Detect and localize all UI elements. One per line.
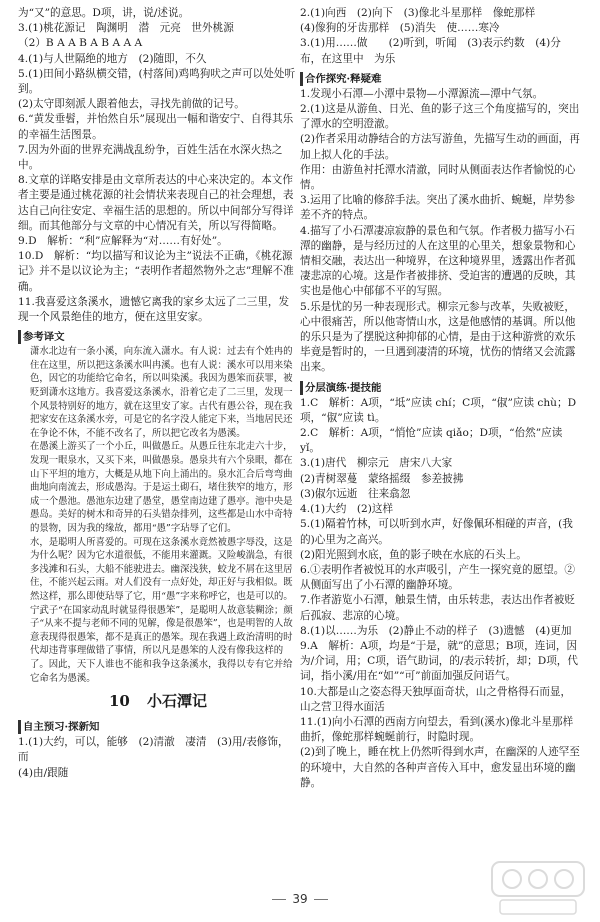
text-line: 3.(1)用……做 (2)听到，听闻 (3)表示约数 (4)分布，在这里中 为乐 bbox=[300, 37, 561, 65]
section-label-explore: 合作探究·释疑难 bbox=[300, 72, 383, 86]
text-line: 11.(1)向小石潭的西南方向望去，看到(溪水)像北斗星那样曲折，像蛇那样蜿蜒前行，时隐时现。 bbox=[300, 715, 574, 744]
text-line: 7.因为外面的世界充满战乱纷争，百姓生活在水深火热之中。 bbox=[18, 143, 283, 172]
preview-answers bbox=[18, 735, 298, 781]
text-line: 10.D 解析：“均以描写和议论为主”说法不正确，《桃花源记》并不是以议论为主；“表明作者超然物外之志”理解不准确。 bbox=[18, 250, 294, 293]
text-line: 8.文章的详略安排是由文章所表达的中心来决定的。本文作者主要是通过桃花源的社会情状来表现自己的社会理想，表达自己向往安定、幸福生活的思想的。所以中间部分写得详细。而其他部分与文章的中心情况有关，所以写得简略。 bbox=[18, 174, 294, 232]
text-line: 9.A 解析：A项，均是“于是，就”的意思；B项，连词，因为/介词，用；C项，语气助词，的/表示转折，却；D项，代词，指小溪/用在“如”“可”前面加强反问语气。 bbox=[300, 639, 578, 683]
section-label-reference: 参考译文 bbox=[18, 330, 67, 344]
lesson-title bbox=[18, 689, 298, 713]
text-line: (2)阳光照到水底，鱼的影子映在水底的石头上。 bbox=[300, 548, 527, 561]
text-line: 8.(1)以……为乐 (2)静止不动的样子 (3)遗憾 (4)更加 bbox=[300, 624, 572, 637]
text-line: 为“又”的意思。D项，讲，说/述说。 bbox=[18, 7, 190, 19]
text-line: 7.作者游览小石潭，触景生情，由乐转悲，表达出作者被贬后孤寂、悲凉的心境。 bbox=[300, 594, 575, 622]
section-label-practice: 分层演练·提技能 bbox=[300, 381, 383, 395]
text-line: 作用：由游鱼衬托潭水清澈，同时从侧面表达作者愉悦的心情。 bbox=[300, 163, 576, 192]
text-line: 宁武子“在国家动乱时就显得很愚笨”，是聪明人故意装糊涂；颜子“从来不提与老师不同的见解，像是很愚笨”，也是明智的人故意表现得很愚笨，都不是真正的愚笨。现在我遇上政治清明的时代却违背事理做错了事情，所以凡是愚笨的人没有像我这样的了。因此，天下人谁也不能和我争这条溪水，我得以专有它并给它命名为愚溪。 bbox=[30, 604, 293, 684]
text-line: 潇水北边有一条小溪，向东流入潇水。有人说：过去有个姓冉的住在这里，所以把这条溪水叫冉溪。也有人说：溪水可以用来染色，因它的功能给它命名，所以叫染溪。我因为愚笨而获罪，被贬到潇水这地方。我喜爱这条溪水，沿着它走了二三里，发现一个风景特别好的地方，就在这里安了家。古代有愚公谷，现在我把家安在这条溪水旁，可是它的名字没人能定下来，当地居民还在争论不休，不能不改名了，所以把它改名为愚溪。 bbox=[30, 346, 293, 439]
text-line: (3)俶尔远逝 往来翕忽 bbox=[300, 487, 411, 500]
left-column bbox=[18, 6, 298, 781]
text-line: 4.(1)与人世隔绝的地方 (2)随即，不久 bbox=[18, 52, 207, 65]
section-label-preview: 自主预习·探新知 bbox=[18, 720, 101, 734]
text-line: 水，是聪明人所喜爱的。可现在这条溪水竟然被愚字辱没，这是为什么呢？因为它水道很低，不能用来灌溉。又险峻湍急，有很多浅滩和石头，大船不能驶进去。幽深浅狭，蛟龙不屑在这里居住，不能兴起云雨。对人们没有一点好处，却正好与我相似。既然这样，那么即使玷辱了它，用“愚”字来称呼它，也是可以的。 bbox=[30, 536, 293, 602]
text-line: 5.(1)隔着竹林，可以听到水声，好像佩环相碰的声音，(我的)心里为之高兴。 bbox=[300, 518, 573, 546]
watermark-logo bbox=[490, 858, 586, 918]
text-line: 5.乐是忧的另一种表现形式。柳宗元参与改革，失败被贬，心中很痛苦，所以他寄情山水，这是他感情的基调。所以他的乐只是为了摆脱这种抑郁的心情，是由于这种游赏的欢乐毕竟是暂时的，一旦遇到凄清的环境，忧伤的情绪又会流露出来。 bbox=[300, 300, 576, 374]
text-line: 3.运用了比喻的修辞手法。突出了溪水曲折、蜿蜒，岸势参差不齐的特点。 bbox=[300, 194, 575, 222]
text-line: 6.①表明作者被悦耳的水声吸引，产生一探究竟的愿望。②从侧面写出了小石潭的幽静环境。 bbox=[300, 563, 575, 592]
explore-answers bbox=[300, 87, 580, 376]
text-line: (2)太守即刻派人跟着他去，寻找先前做的记号。 bbox=[18, 98, 245, 111]
text-line: 9.D 解析：“利”应解释为“对……有好处”。 bbox=[18, 235, 228, 248]
text-line: 2.(1)这是从游鱼、日光、鱼的影子这三个角度描写的，突出了潭水的空明澄澈。 bbox=[300, 103, 580, 131]
text-line: 2.(1)向西 (2)向下 (3)像北斗星那样 像蛇那样 bbox=[300, 7, 536, 19]
text-line: (4)由/跟随 bbox=[18, 766, 69, 779]
text-line: 10.大都是山之姿态得天独厚面奇状，山之骨格得石而显，山之营卫得水面活 bbox=[300, 685, 572, 713]
text-line: 1.发现小石潭—小潭中景物—小潭源流—潭中气氛。 bbox=[300, 87, 544, 100]
right-column bbox=[300, 6, 580, 791]
text-line: (2)青树翠蔓 蒙络摇缀 参差披拂 bbox=[300, 472, 464, 485]
text-line: 1.C 解析：A项，“坻”应读 chí；C项，“俶”应读 chù；D项，“俶”应读 tì。 bbox=[300, 396, 577, 424]
reference-translation bbox=[18, 345, 298, 685]
lesson-number: 10 bbox=[108, 692, 130, 711]
text-line: (2)作者采用动静结合的方法写游鱼，先描写生动的画面，再加上拟人化的手法。 bbox=[300, 133, 580, 161]
page-number: 39 bbox=[0, 892, 600, 906]
text-line: (2)到了晚上，睡在枕上仍然听得到水声，在幽深的人迹罕至的环境中，大自然的各种声音传入耳中，愈发显出环境的幽静。 bbox=[300, 746, 580, 789]
text-line: （2）B A A B A B A A A bbox=[18, 37, 143, 50]
text-line: 1.(1)大约，可以，能够 (2)清澈 凄清 (3)用/表修饰，而 bbox=[18, 736, 289, 764]
text-line: 3.(1)唐代 柳宗元 唐宋八大家 bbox=[300, 457, 453, 470]
answer-block-1 bbox=[18, 6, 298, 325]
text-line: 3.(1)桃花源记 陶渊明 潜 元亮 世外桃源 bbox=[18, 22, 234, 35]
lesson-name: 小石潭记 bbox=[147, 692, 208, 711]
text-line: 6.“黄发垂髫，并怡然自乐”展现出一幅和谐安宁、自得其乐的幸福生活图景。 bbox=[18, 113, 294, 141]
practice-answers bbox=[300, 396, 580, 791]
text-line: 2.C 解析：A项，“悄怆”应读 qiǎo；D项，“佁然”应读 yǐ。 bbox=[300, 427, 563, 455]
answer-block-2 bbox=[300, 6, 580, 67]
text-line: 4.(1)大约 (2)这样 bbox=[300, 503, 394, 516]
text-line: 5.(1)田间小路纵横交错，(村落间)鸡鸣狗吠之声可以处处听到。 bbox=[18, 67, 296, 96]
text-line: 在愚溪上游买了一个小丘，叫做愚丘。从愚丘往东北走六十步，发现一眼泉水，又买下来，叫做愚泉。愚泉共有六个泉眼，都在山下平坦的地方，大概是从地下向上涌出的。泉水汇合后弯弯曲曲地向南流去，形成愚沟。于是运土砌石，堵住狭窄的地方，形成一个愚池。愚池东边建了愚堂，愚堂南边建了愚亭。池中央是愚岛。美好的树木和奇异的石头错杂排列，这些都是山水中奇特的景物，因为我的缘故，都用“愚”字玷辱了它们。 bbox=[30, 441, 293, 534]
text-line: 4.描写了小石潭凄凉寂静的景色和气氛。作者极力描写小石潭的幽静，是与经历过的人在这里的心里关，想象景物和心情相交融，表达出一种境界，在这种境界里，透露出作者孤凄悲凉的心境。这是作者被排挤、受迫害的遭遇的反映，其实也是他心中郁郁不平的写照。 bbox=[300, 224, 576, 298]
text-line: 11.我喜爱这条溪水，遗憾它离我的家乡太远了二三里，发现一个风景绝佳的地方，便在这里安家。 bbox=[18, 295, 290, 324]
text-line: (4)像狗的牙齿那样 (5)消失 使……寒冷 bbox=[300, 22, 500, 35]
